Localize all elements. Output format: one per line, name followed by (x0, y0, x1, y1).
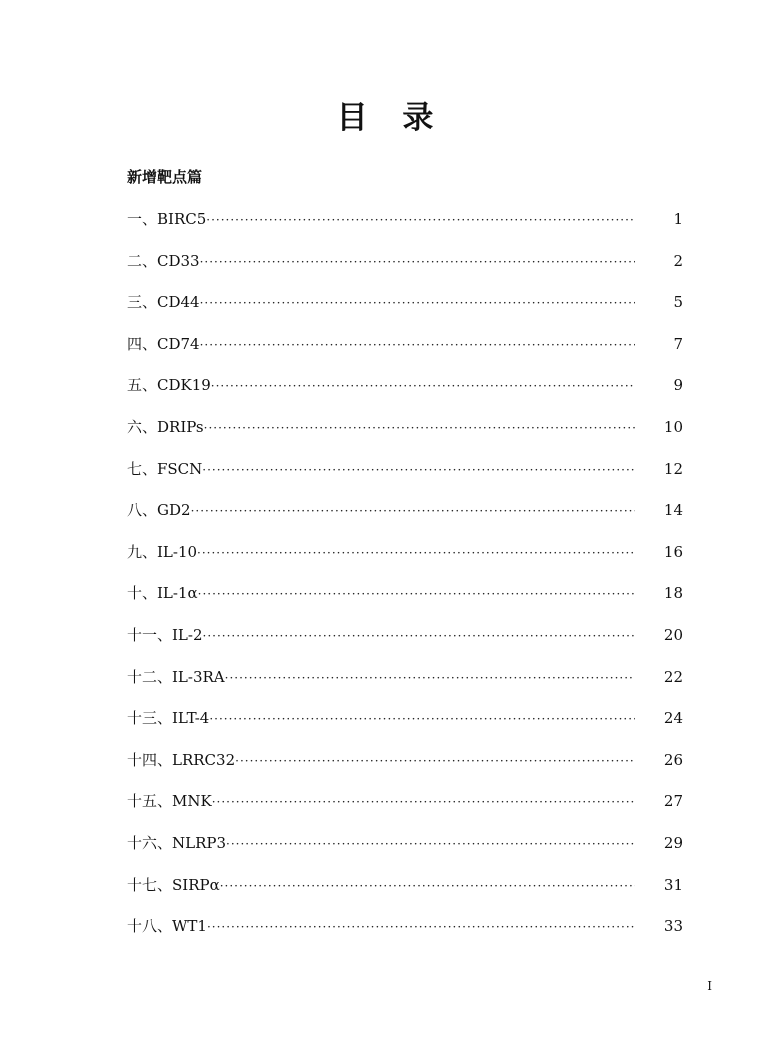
toc-entry-page: 29 (663, 833, 683, 852)
toc-entry-page: 14 (663, 501, 683, 520)
toc-entry-label: 十八、WT1 (127, 917, 207, 936)
toc-entry[interactable] (127, 824, 683, 866)
toc-entry-page: 16 (663, 542, 683, 561)
toc-entry[interactable] (127, 283, 683, 325)
toc-entry[interactable] (127, 699, 683, 741)
toc-dot-leader (226, 825, 635, 863)
toc-entry[interactable] (127, 741, 683, 783)
toc-dot-leader (197, 534, 635, 572)
toc-dot-leader (235, 742, 635, 780)
toc-entry[interactable] (127, 907, 683, 949)
toc-entry[interactable] (127, 366, 683, 408)
toc-dot-leader (203, 617, 636, 655)
toc-entry-label: 十四、LRRC32 (127, 750, 236, 769)
toc-entry[interactable] (127, 574, 683, 616)
toc-dot-leader (202, 451, 635, 489)
toc-entry-label: 二、CD33 (127, 251, 200, 270)
toc-entry-label: 十三、ILT-4 (127, 709, 210, 728)
toc-dot-leader (207, 908, 635, 946)
page-title: 目 录 (336, 100, 446, 136)
toc-entry[interactable] (127, 491, 683, 533)
toc-entry-page: 33 (663, 917, 683, 936)
toc-entry-page: 5 (673, 293, 683, 312)
section-heading: 新增靶点篇 (127, 168, 203, 186)
toc-entry[interactable] (127, 450, 683, 492)
toc-entry-page: 22 (663, 667, 683, 686)
toc-dot-leader (200, 243, 635, 281)
toc-entry-label: 八、GD2 (127, 501, 191, 520)
toc-entry-page: 9 (673, 376, 683, 395)
toc-dot-leader (198, 575, 635, 613)
table-of-contents (127, 200, 683, 949)
toc-entry[interactable] (127, 408, 683, 450)
toc-entry-label: 七、FSCN (127, 459, 203, 478)
toc-entry[interactable] (127, 325, 683, 367)
toc-entry-label: 四、CD74 (127, 334, 200, 353)
toc-entry-page: 7 (673, 334, 683, 353)
toc-dot-leader (200, 326, 635, 364)
toc-entry-label: 十五、MNK (127, 792, 212, 811)
toc-entry-page: 27 (663, 792, 683, 811)
toc-entry[interactable] (127, 533, 683, 575)
toc-entry-page: 26 (663, 750, 683, 769)
toc-dot-leader (209, 700, 635, 738)
toc-entry-label: 十六、NLRP3 (127, 833, 227, 852)
toc-dot-leader (206, 201, 635, 239)
footer-page-number: I (707, 979, 712, 993)
toc-entry-page: 2 (673, 251, 683, 270)
toc-entry-label: 六、DRIPs (127, 417, 204, 436)
toc-dot-leader (220, 867, 635, 905)
toc-entry-label: 十一、IL-2 (127, 625, 203, 644)
toc-dot-leader (200, 284, 635, 322)
toc-entry[interactable] (127, 200, 683, 242)
toc-entry-label: 九、IL-10 (127, 542, 198, 561)
toc-dot-leader (204, 409, 635, 447)
toc-entry[interactable] (127, 616, 683, 658)
toc-entry-page: 24 (663, 709, 683, 728)
toc-entry-page: 1 (673, 210, 683, 228)
toc-dot-leader (212, 783, 635, 821)
toc-dot-leader (225, 659, 635, 697)
toc-entry[interactable] (127, 782, 683, 824)
toc-entry-page: 10 (663, 417, 683, 436)
toc-entry-page: 12 (663, 459, 683, 478)
toc-entry[interactable] (127, 242, 683, 284)
toc-entry[interactable] (127, 866, 683, 908)
toc-entry-page: 20 (663, 625, 683, 644)
toc-entry-page: 31 (663, 875, 683, 894)
toc-entry[interactable] (127, 658, 683, 700)
toc-entry-label: 十、IL-1α (127, 584, 198, 603)
toc-entry-label: 三、CD44 (127, 293, 200, 312)
toc-entry-label: 五、CDK19 (127, 376, 211, 395)
toc-dot-leader (211, 367, 635, 405)
toc-dot-leader (191, 492, 635, 530)
toc-entry-label: 一、BIRC5 (127, 210, 207, 228)
toc-entry-page: 18 (663, 584, 683, 603)
toc-entry-label: 十二、IL-3RA (127, 667, 225, 686)
toc-entry-label: 十七、SIRPα (127, 875, 220, 894)
